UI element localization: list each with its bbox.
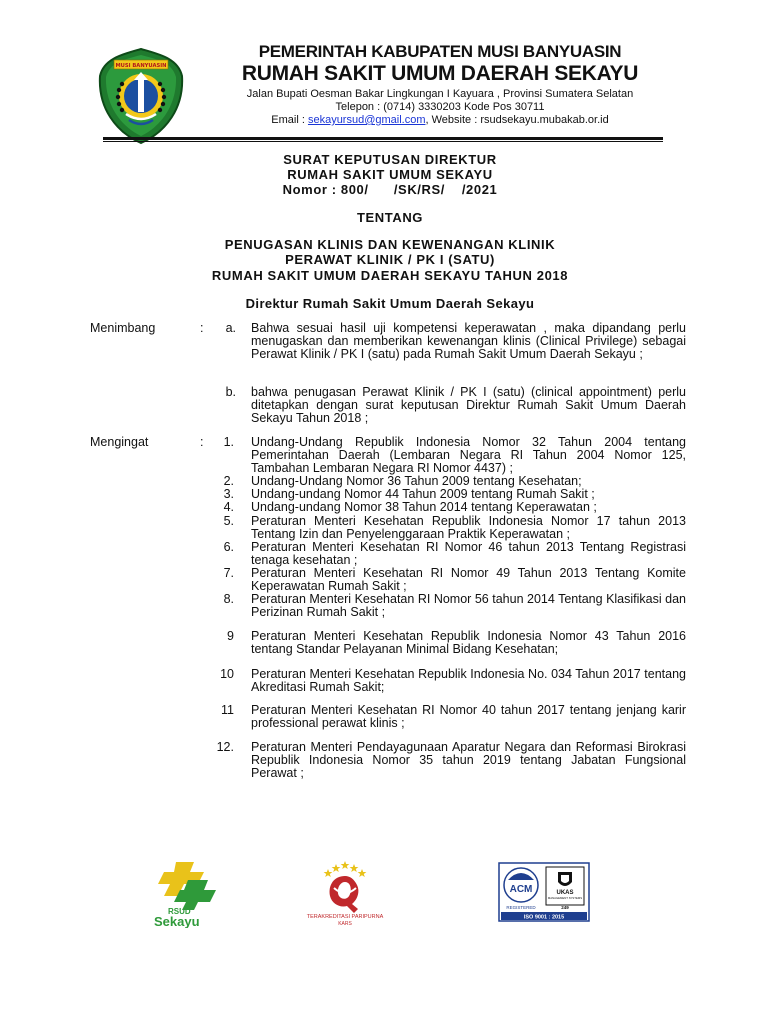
- ukas-sub-text: MANAGEMENT SYSTEMS: [547, 896, 583, 900]
- recalling-item-number: 11: [221, 703, 234, 717]
- decree-number: Nomor : 800/ /SK/RS/ /2021: [282, 182, 498, 197]
- recalling-item-number: 9: [227, 629, 234, 643]
- rsud-text: RSUD: [168, 907, 191, 916]
- recalling-item-number: 4.: [223, 500, 234, 514]
- decree-issuer: RUMAH SAKIT UMUM SEKAYU: [287, 167, 493, 182]
- director-heading: Direktur Rumah Sakit Umum Daerah Sekayu: [245, 296, 535, 311]
- kars-caption: TERAKREDITASI PARIPURNA: [306, 914, 384, 920]
- recalling-item-number: 10: [220, 667, 234, 681]
- iso-standard-text: ISO 9001 : 2015: [523, 914, 565, 921]
- considering-item-mark: a.: [225, 321, 236, 335]
- recalling-item-text: Peraturan Menteri Kesehatan Republik Indonesia Nomor 43 Tahun 2016 tentang Standar Pelayanan Minimal Bidang Kesehatan;: [251, 629, 686, 656]
- iso-certification-logo: [498, 862, 590, 922]
- hospital-address: Jalan Bupati Oesman Bakar Lingkungan I Kayuara , Provinsi Sumatera Selatan: [246, 88, 634, 100]
- recalling-item-number: 5.: [223, 514, 234, 528]
- recalling-item-number: 7.: [223, 566, 234, 580]
- sekayu-text: Sekayu: [154, 914, 200, 928]
- hospital-phone: Telepon : (0714) 3330203 Kode Pos 30711: [335, 101, 545, 113]
- recalling-item-number: 1.: [223, 435, 234, 449]
- recalling-item-number: 3.: [223, 487, 234, 501]
- kars-accreditation-logo: [300, 858, 390, 928]
- recalling-item-text: Peraturan Menteri Kesehatan Republik Indonesia No. 034 Tahun 2017 tentang Akreditasi Rumah Sakit;: [251, 667, 686, 694]
- recalling-colon: :: [200, 435, 204, 449]
- subject-line-1: PENUGASAN KLINIS DAN KEWENANGAN KLINIK: [224, 237, 556, 252]
- ukas-number: 249: [561, 905, 569, 910]
- recalling-item-text: Undang-Undang Nomor 36 Tahun 2009 tentang Kesehatan;: [251, 474, 582, 488]
- hospital-name: RUMAH SAKIT UMUM DAERAH SEKAYU: [241, 62, 639, 85]
- considering-item-text: bahwa penugasan Perawat Klinik / PK I (satu) (clinical appointment) perlu ditetapkan dengan surat keputusan Direktur Rumah Sakit Umum Daerah Sekayu Tahun 2018 ;: [251, 385, 686, 425]
- recalling-item-number: 6.: [223, 540, 234, 554]
- subject-line-3: RUMAH SAKIT UMUM DAERAH SEKAYU TAHUN 2018: [211, 268, 569, 283]
- kars-caption-sub: KARS: [338, 921, 352, 927]
- recalling-item-text: Undang-undang Nomor 38 Tahun 2014 tentang Keperawatan ;: [251, 500, 597, 514]
- logo-banner-text: MUSI BANYUASIN: [115, 63, 167, 69]
- about-heading: TENTANG: [356, 210, 424, 225]
- recalling-item-text: Peraturan Menteri Kesehatan RI Nomor 56 tahun 2014 Tentang Klasifikasi dan Perizinan Rumah Sakit ;: [251, 592, 686, 619]
- recalling-item-text: Peraturan Menteri Pendayagunaan Aparatur Negara dan Reformasi Birokrasi Republik Indonesia Nomor 35 tahun 2019 tentang Jabatan Fungsional Perawat ;: [251, 740, 686, 780]
- decree-title: SURAT KEPUTUSAN DIREKTUR: [283, 152, 497, 167]
- acm-text: ACM: [509, 884, 533, 895]
- recalling-item-text: Peraturan Menteri Kesehatan Republik Indonesia Nomor 17 tahun 2013 Tentang Izin dan Penyelenggaraan Praktik Keperawatan ;: [251, 514, 686, 541]
- considering-label: Menimbang: [90, 321, 156, 335]
- regency-coat-of-arms-logo: [96, 46, 186, 146]
- considering-item-mark: b.: [225, 385, 236, 399]
- email-link[interactable]: sekayursud@gmail.com: [307, 114, 426, 126]
- considering-colon: :: [200, 321, 204, 335]
- acm-registered-text: REGISTERED: [506, 905, 536, 910]
- letterhead-rule-thin: [103, 141, 663, 142]
- recalling-item-text: Undang-undang Nomor 44 Tahun 2009 tentang Rumah Sakit ;: [251, 487, 595, 501]
- recalling-label: Mengingat: [90, 435, 149, 449]
- email-label: Email :: [271, 114, 308, 126]
- recalling-item-number: 12.: [216, 740, 234, 754]
- letterhead-rule-thick: [103, 137, 663, 140]
- recalling-item-text: Peraturan Menteri Kesehatan RI Nomor 49 Tahun 2013 Tentang Komite Keperawatan Rumah Sakit ;: [251, 566, 686, 593]
- recalling-item-text: Undang-Undang Republik Indonesia Nomor 32 Tahun 2004 tentang Pemerintahan Daerah (Lembaran Negara RI Tahun 2004 Nomor 125, Tambahan Lembaran Negara RI Nomor 4437) ;: [251, 435, 686, 475]
- considering-item-text: Bahwa sesuai hasil uji kompetensi keperawatan , maka dipandang perlu menugaskan dan memberikan kewenangan klinis (Clinical Privilege) sebagai Perawat Klinik / PK I (satu) pada Rumah Sakit Umum Daerah Sekayu ;: [251, 321, 686, 361]
- contact-line: [190, 114, 690, 126]
- recalling-item-text: Peraturan Menteri Kesehatan RI Nomor 40 tahun 2017 tentang jenjang karir professional perawat klinis ;: [251, 703, 686, 730]
- subject-line-2: PERAWAT KLINIK / PK I (SATU): [285, 252, 495, 267]
- recalling-item-number: 2.: [223, 474, 234, 488]
- rsud-sekayu-logo: [148, 858, 228, 928]
- recalling-item-text: Peraturan Menteri Kesehatan RI Nomor 46 tahun 2013 Tentang Registrasi tenaga kesehatan ;: [251, 540, 686, 567]
- government-name: PEMERINTAH KABUPATEN MUSI BANYUASIN: [258, 42, 622, 61]
- recalling-item-number: 8.: [223, 592, 234, 606]
- ukas-text: UKAS: [556, 890, 574, 896]
- website-text: , Website : rsudsekayu.mubakab.or.id: [425, 114, 609, 126]
